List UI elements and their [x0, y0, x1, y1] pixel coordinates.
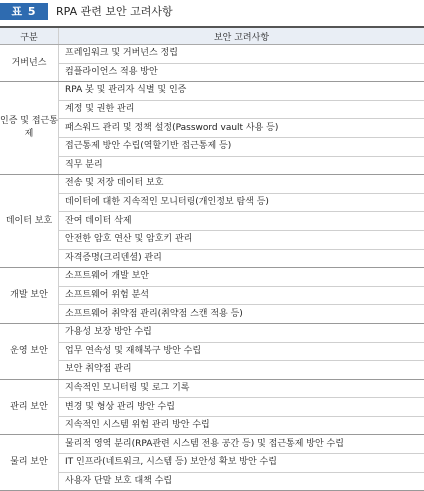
- table-row: [0, 268, 424, 287]
- item-cell: 물리적 영역 분리(RPA관련 시스템 전용 공간 등) 및 접근통제 방안 수립: [59, 435, 424, 454]
- table-row: [0, 286, 424, 305]
- table-number-badge: 표 5: [0, 3, 48, 20]
- item-cell: 데이터에 대한 지속적인 모니터링(개인정보 탐색 등): [59, 193, 424, 212]
- item-cell: 변경 및 형상 관리 방안 수립: [59, 398, 424, 417]
- table-row: [0, 193, 424, 212]
- item-cell: 프레임워크 및 거버넌스 정립: [59, 45, 424, 64]
- table-row: [0, 323, 424, 342]
- item-cell: 지속적인 시스템 위험 관리 방안 수립: [59, 416, 424, 435]
- table-row: [0, 435, 424, 454]
- item-cell: 잔여 데이터 삭제: [59, 212, 424, 231]
- item-cell: 소프트웨어 위험 분석: [59, 286, 424, 305]
- table-row: [0, 212, 424, 231]
- header-row: [0, 27, 424, 45]
- item-cell: 계정 및 권한 관리: [59, 100, 424, 119]
- table-row: [0, 416, 424, 435]
- item-cell: 지속적인 모니터링 및 로그 기록: [59, 379, 424, 398]
- table-row: [0, 230, 424, 249]
- table-row: [0, 45, 424, 64]
- item-cell: 컴플라이언스 적용 방안: [59, 63, 424, 82]
- table-body: [0, 45, 424, 491]
- table-row: [0, 82, 424, 101]
- table-row: [0, 305, 424, 324]
- item-cell: 보안 취약점 관리: [59, 361, 424, 380]
- table-row: [0, 379, 424, 398]
- table-title: RPA 관련 보안 고려사항: [56, 3, 173, 20]
- category-cell: 거버넌스: [0, 45, 59, 82]
- table-row: [0, 156, 424, 175]
- table-row: [0, 63, 424, 82]
- item-cell: 소프트웨어 취약점 관리(취약점 스캔 적용 등): [59, 305, 424, 324]
- item-cell: 안전한 암호 연산 및 암호키 관리: [59, 230, 424, 249]
- category-cell: 데이터 보호: [0, 175, 59, 268]
- item-cell: 자격증명(크리덴셜) 관리: [59, 249, 424, 268]
- item-cell: 직무 분리: [59, 156, 424, 175]
- item-cell: 패스워드 관리 및 정책 설정(Password vault 사용 등): [59, 119, 424, 138]
- table-row: [0, 249, 424, 268]
- item-cell: 사용자 단말 보호 대책 수립: [59, 472, 424, 491]
- header-item: 보안 고려사항: [59, 27, 424, 45]
- table-row: [0, 398, 424, 417]
- category-cell: 개발 보안: [0, 268, 59, 324]
- item-cell: 전송 및 저장 데이터 보호: [59, 175, 424, 194]
- security-considerations-table: [0, 26, 424, 491]
- table-row: [0, 100, 424, 119]
- table-row: [0, 342, 424, 361]
- table-row: [0, 361, 424, 380]
- category-cell: 인증 및 접근통제: [0, 82, 59, 175]
- table-row: [0, 472, 424, 491]
- table-row: [0, 137, 424, 156]
- category-cell: 운영 보안: [0, 323, 59, 379]
- item-cell: 업무 연속성 및 재해복구 방안 수립: [59, 342, 424, 361]
- table-title-row: [0, 0, 424, 22]
- table-row: [0, 175, 424, 194]
- table-row: [0, 119, 424, 138]
- item-cell: RPA 봇 및 관리자 식별 및 인증: [59, 82, 424, 101]
- item-cell: 소프트웨어 개발 보안: [59, 268, 424, 287]
- category-cell: 관리 보안: [0, 379, 59, 435]
- item-cell: IT 인프라(네트워크, 시스템 등) 보안성 확보 방안 수립: [59, 454, 424, 473]
- category-cell: 물리 보안: [0, 435, 59, 491]
- table-row: [0, 454, 424, 473]
- item-cell: 접근통제 방안 수립(역할기반 접근통제 등): [59, 137, 424, 156]
- item-cell: 가용성 보장 방안 수립: [59, 323, 424, 342]
- header-category: 구분: [0, 27, 59, 45]
